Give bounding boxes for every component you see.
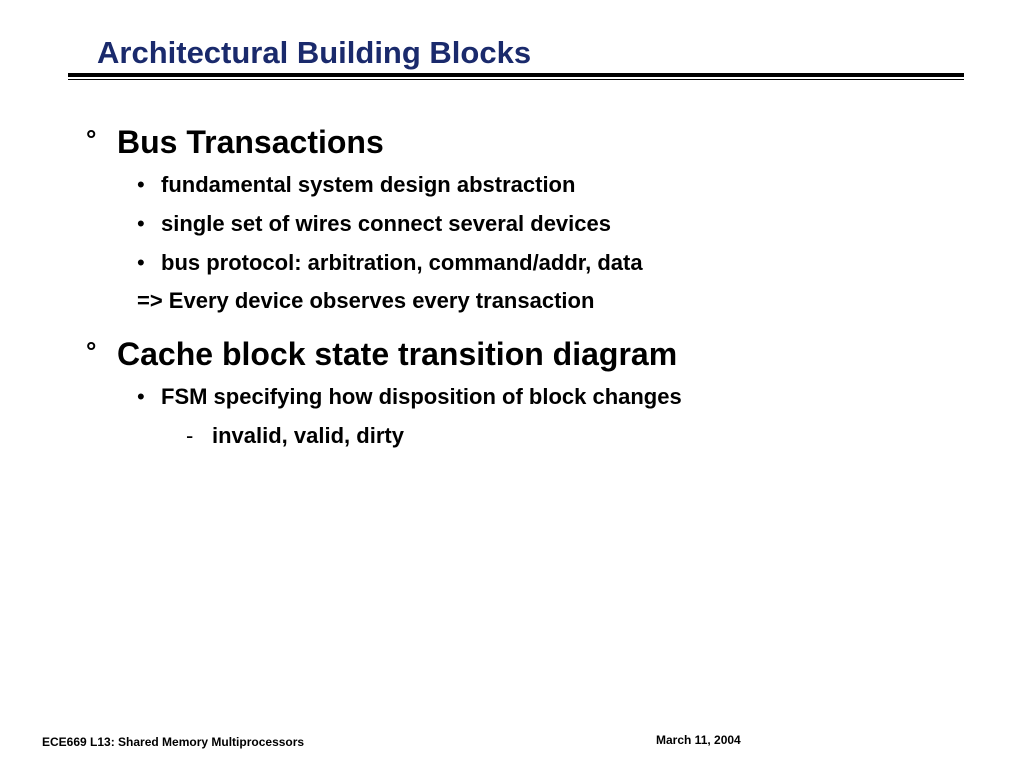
dash-bullet: - bbox=[186, 423, 194, 448]
sub-list-item bbox=[186, 423, 404, 449]
footer-course-label: ECE669 L13: Shared Memory Multiprocessors bbox=[42, 735, 305, 749]
list-item bbox=[137, 250, 643, 276]
footer-date: March 11, 2004 bbox=[656, 733, 741, 747]
bullet-dot: • bbox=[137, 250, 145, 275]
list-item-text: fundamental system design abstraction bbox=[161, 172, 576, 197]
section-heading-cache-block bbox=[86, 336, 677, 372]
list-item bbox=[137, 384, 682, 410]
list-item-text: single set of wires connect several devices bbox=[161, 211, 611, 236]
bullet-dot: • bbox=[137, 172, 145, 197]
degree-bullet: ° bbox=[86, 336, 97, 366]
list-item-text: bus protocol: arbitration, command/addr, data bbox=[161, 250, 643, 275]
section-heading-text: Cache block state transition diagram bbox=[117, 336, 678, 372]
section-heading-bus-transactions bbox=[86, 124, 384, 160]
conclusion-line: => Every device observes every transaction bbox=[137, 288, 595, 313]
bullet-dot: • bbox=[137, 211, 145, 236]
bullet-dot: • bbox=[137, 384, 145, 409]
section-heading-text: Bus Transactions bbox=[117, 124, 384, 160]
title-rule-thin bbox=[68, 79, 964, 80]
title-rule-thick bbox=[68, 73, 964, 77]
list-item bbox=[137, 172, 575, 198]
sub-list-item-text: invalid, valid, dirty bbox=[212, 423, 404, 448]
degree-bullet: ° bbox=[86, 124, 97, 154]
list-item bbox=[137, 211, 611, 237]
list-item-text: FSM specifying how disposition of block changes bbox=[161, 384, 682, 409]
slide-title: Architectural Building Blocks bbox=[97, 35, 532, 70]
